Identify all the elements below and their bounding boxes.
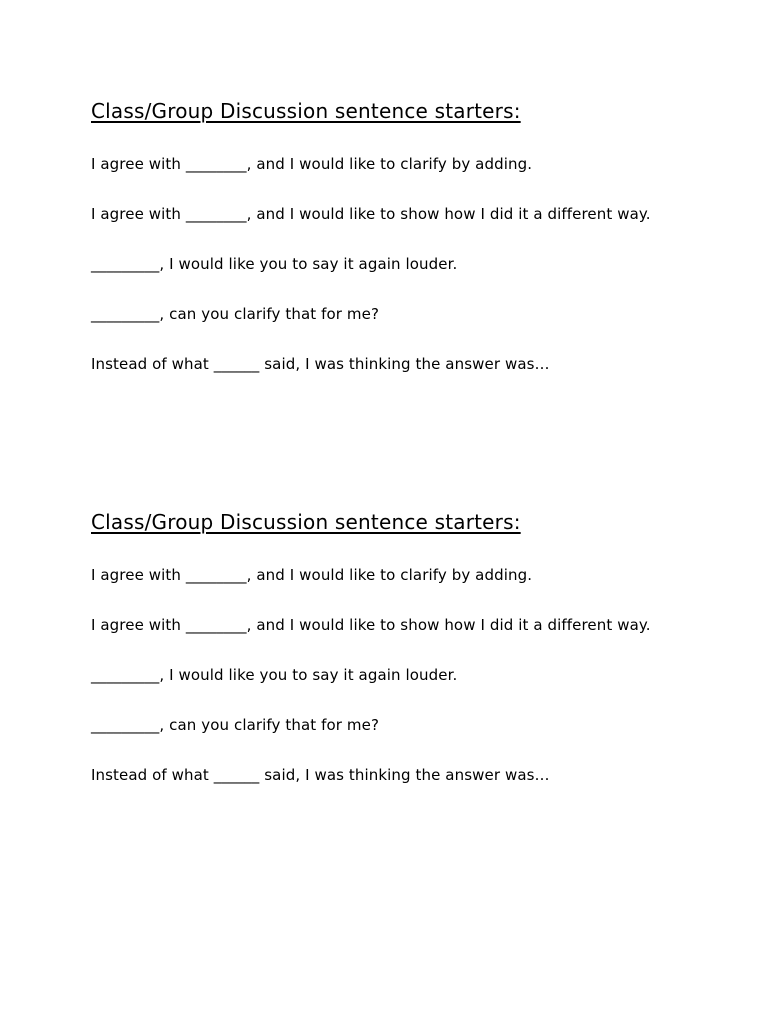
sentence-starter: _________, I would like you to say it again louder. — [91, 666, 458, 684]
sentence-starter: _________, I would like you to say it again louder. — [91, 255, 458, 273]
sentence-starter: I agree with ________, and I would like to show how I did it a different way. — [91, 205, 651, 223]
sentence-starter: I agree with ________, and I would like to clarify by adding. — [91, 566, 533, 584]
sentence-starter: _________, can you clarify that for me? — [91, 716, 380, 734]
discussion-starters-section — [91, 97, 691, 377]
sentence-starter: _________, can you clarify that for me? — [91, 305, 380, 323]
sentence-starter: Instead of what ______ said, I was thinking the answer was… — [91, 355, 550, 373]
sentence-starter: I agree with ________, and I would like to show how I did it a different way. — [91, 616, 651, 634]
sentence-starter: Instead of what ______ said, I was thinking the answer was… — [91, 766, 550, 784]
section-heading: Class/Group Discussion sentence starters: — [91, 99, 521, 123]
section-heading: Class/Group Discussion sentence starters: — [91, 510, 521, 534]
discussion-starters-section — [91, 508, 691, 788]
sentence-starter: I agree with ________, and I would like to clarify by adding. — [91, 155, 533, 173]
